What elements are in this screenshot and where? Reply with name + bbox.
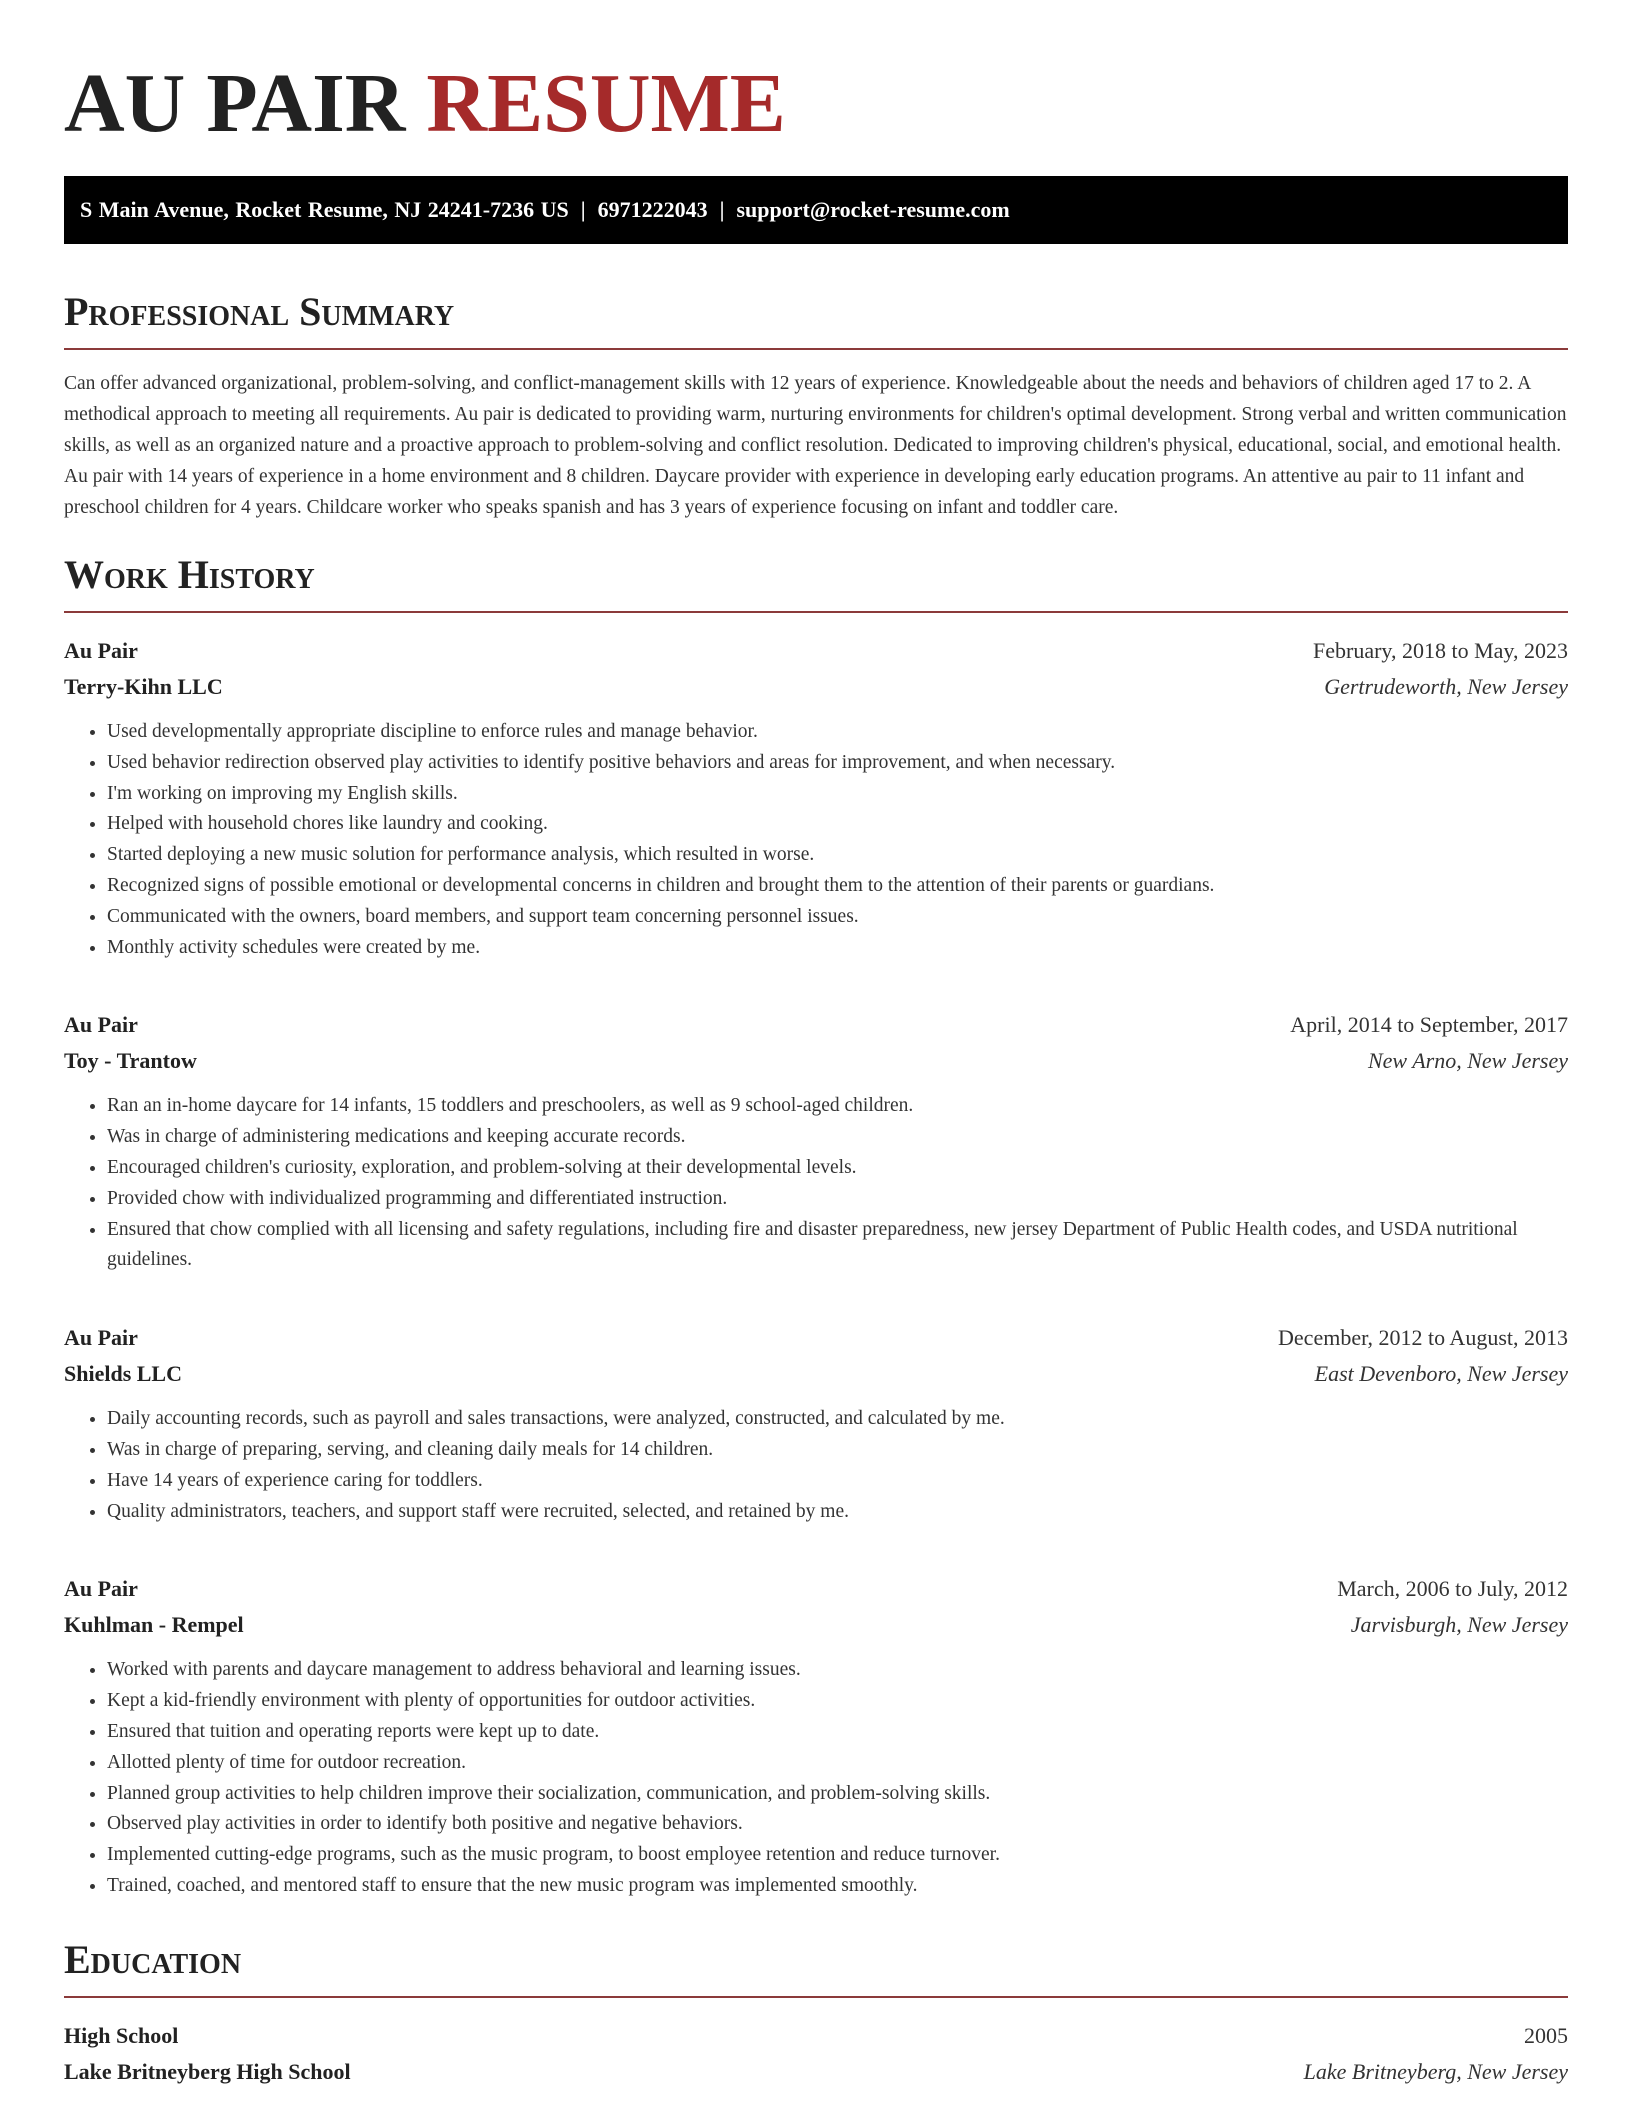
contact-separator: | — [719, 197, 725, 222]
resume-title — [64, 58, 1568, 150]
job-role: Au Pair — [64, 1325, 138, 1351]
job-bullets — [64, 717, 1568, 963]
education-school-row — [64, 2054, 1568, 2090]
job-entry — [64, 1571, 1568, 1901]
section-divider — [64, 348, 1568, 350]
job-bullet: • Used behavior redirection observed play activities to identify positive behaviors and areas for improvement, and when necessary. — [107, 748, 1568, 779]
job-location: New Arno, New Jersey — [1367, 1048, 1568, 1074]
job-bullet: • Was in charge of administering medications and keeping accurate records. — [107, 1122, 1568, 1153]
job-bullet: • Used developmentally appropriate discipline to enforce rules and manage behavior. — [107, 717, 1568, 748]
job-entry — [64, 1320, 1568, 1527]
job-dates: April, 2014 to September, 2017 — [1290, 1012, 1568, 1038]
job-company: Toy - Trantow — [64, 1048, 197, 1074]
work-history-heading: Work History — [64, 552, 315, 597]
job-bullet: • Ensured that chow complied with all licensing and safety regulations, including fire and disaster preparedness, new jersey Department of Public Health codes, and USDA nutritional guidelines. — [107, 1215, 1568, 1277]
job-location: East Devenboro, New Jersey — [1314, 1361, 1568, 1387]
job-location: Gertrudeworth, New Jersey — [1324, 674, 1568, 699]
job-location: Jarvisburgh, New Jersey — [1350, 1612, 1568, 1638]
title-accent: RESUME — [426, 57, 786, 150]
job-bullets — [64, 1091, 1568, 1276]
job-bullets — [64, 1655, 1568, 1901]
education-degree: High School — [64, 2022, 179, 2048]
job-bullet: • I'm working on improving my English skills. — [107, 779, 1568, 810]
job-bullet: • Communicated with the owners, board members, and support team concerning personnel issues. — [107, 902, 1568, 933]
education-year: 2005 — [1524, 2022, 1568, 2048]
job-header-row — [64, 633, 1568, 669]
job-role: Au Pair — [64, 1576, 138, 1602]
job-role: Au Pair — [64, 638, 138, 663]
education-header-row — [64, 2018, 1568, 2054]
job-bullet: • Was in charge of preparing, serving, and cleaning daily meals for 14 children. — [107, 1435, 1568, 1466]
job-header-row — [64, 1320, 1568, 1356]
job-bullet: • Monthly activity schedules were created by me. — [107, 933, 1568, 964]
job-bullet: • Worked with parents and daycare management to address behavioral and learning issues. — [107, 1655, 1568, 1686]
job-company: Shields LLC — [64, 1361, 182, 1387]
job-header-row — [64, 1571, 1568, 1607]
contact-bar — [64, 176, 1568, 244]
job-company-row — [64, 1607, 1568, 1643]
job-bullet: • Encouraged children's curiosity, exploration, and problem-solving at their developmental levels. — [107, 1153, 1568, 1184]
job-bullets — [64, 1404, 1568, 1527]
job-bullet: • Daily accounting records, such as payroll and sales transactions, were analyzed, constructed, and calculated by me. — [107, 1404, 1568, 1435]
job-company: Terry-Kihn LLC — [64, 674, 223, 699]
job-dates: February, 2018 to May, 2023 — [1313, 638, 1568, 663]
contact-address: S Main Avenue, Rocket Resume, NJ 24241-7236 US — [80, 197, 569, 222]
job-bullet: • Recognized signs of possible emotional or developmental concerns in children and brought them to the attention of their parents or guardians. — [107, 871, 1568, 902]
title-main: AU PAIR — [64, 57, 406, 150]
job-entry — [64, 633, 1568, 963]
job-bullet: • Allotted plenty of time for outdoor recreation. — [107, 1748, 1568, 1779]
job-bullet: • Have 14 years of experience caring for toddlers. — [107, 1466, 1568, 1497]
summary-text: Can offer advanced organizational, problem-solving, and conflict-management skills with 12 years of experience. Knowledgeable about the needs and behaviors of children aged 17 to 2. A methodical approach to meeting all requirements. Au pair is dedicated to providing warm, nurturing environments for children's optimal development. Strong verbal and written communication skills, as well as an organized nature and a proactive approach to problem-solving and conflict resolution. Dedicated to improving children's physical, educational, social, and emotional health. Au pair with 14 years of experience in a home environment and 8 children. Daycare provider with experience in developing early education programs. An attentive au pair to 11 infant and preschool children for 4 years. Childcare worker who speaks spanish and has 3 years of experience focusing on infant and toddler care. — [64, 373, 1567, 518]
job-company-row — [64, 1043, 1568, 1079]
job-dates: March, 2006 to July, 2012 — [1337, 1576, 1568, 1602]
job-bullet: • Trained, coached, and mentored staff to ensure that the new music program was implemented smoothly. — [107, 1871, 1568, 1902]
contact-separator: | — [580, 197, 586, 222]
job-bullet: • Implemented cutting-edge programs, such as the music program, to boost employee retention and reduce turnover. — [107, 1840, 1568, 1871]
resume-page — [64, 0, 1568, 2090]
contact-phone: 6971222043 — [597, 197, 708, 222]
job-bullet: • Started deploying a new music solution for performance analysis, which resulted in worse. — [107, 840, 1568, 871]
job-bullet: • Provided chow with individualized programming and differentiated instruction. — [107, 1184, 1568, 1215]
job-bullet: • Observed play activities in order to identify both positive and negative behaviors. — [107, 1809, 1568, 1840]
summary-heading: Professional Summary — [64, 289, 455, 334]
job-company-row — [64, 669, 1568, 705]
job-bullet: • Ensured that tuition and operating reports were kept up to date. — [107, 1717, 1568, 1748]
education-school: Lake Britneyberg High School — [64, 2058, 351, 2084]
job-role: Au Pair — [64, 1012, 138, 1038]
job-dates: December, 2012 to August, 2013 — [1278, 1325, 1568, 1351]
work-history-list — [64, 633, 1568, 1902]
education-list — [64, 2018, 1568, 2090]
job-company-row — [64, 1356, 1568, 1392]
section-divider — [64, 1996, 1568, 1998]
job-bullet: • Ran an in-home daycare for 14 infants, 15 toddlers and preschoolers, as well as 9 school-aged children. — [107, 1091, 1568, 1122]
job-bullet: • Planned group activities to help children improve their socialization, communication, and problem-solving skills. — [107, 1779, 1568, 1810]
job-bullet: • Helped with household chores like laundry and cooking. — [107, 809, 1568, 840]
section-divider — [64, 611, 1568, 613]
education-entry — [64, 2018, 1568, 2090]
education-location: Lake Britneyberg, New Jersey — [1303, 2058, 1568, 2084]
job-header-row — [64, 1007, 1568, 1043]
job-bullet: • Quality administrators, teachers, and support staff were recruited, selected, and retained by me. — [107, 1497, 1568, 1528]
job-entry — [64, 1007, 1568, 1276]
job-bullet: • Kept a kid-friendly environment with plenty of opportunities for outdoor activities. — [107, 1686, 1568, 1717]
education-heading: Education — [64, 1936, 242, 1982]
contact-email: support@rocket-resume.com — [736, 197, 1010, 222]
job-company: Kuhlman - Rempel — [64, 1612, 244, 1638]
